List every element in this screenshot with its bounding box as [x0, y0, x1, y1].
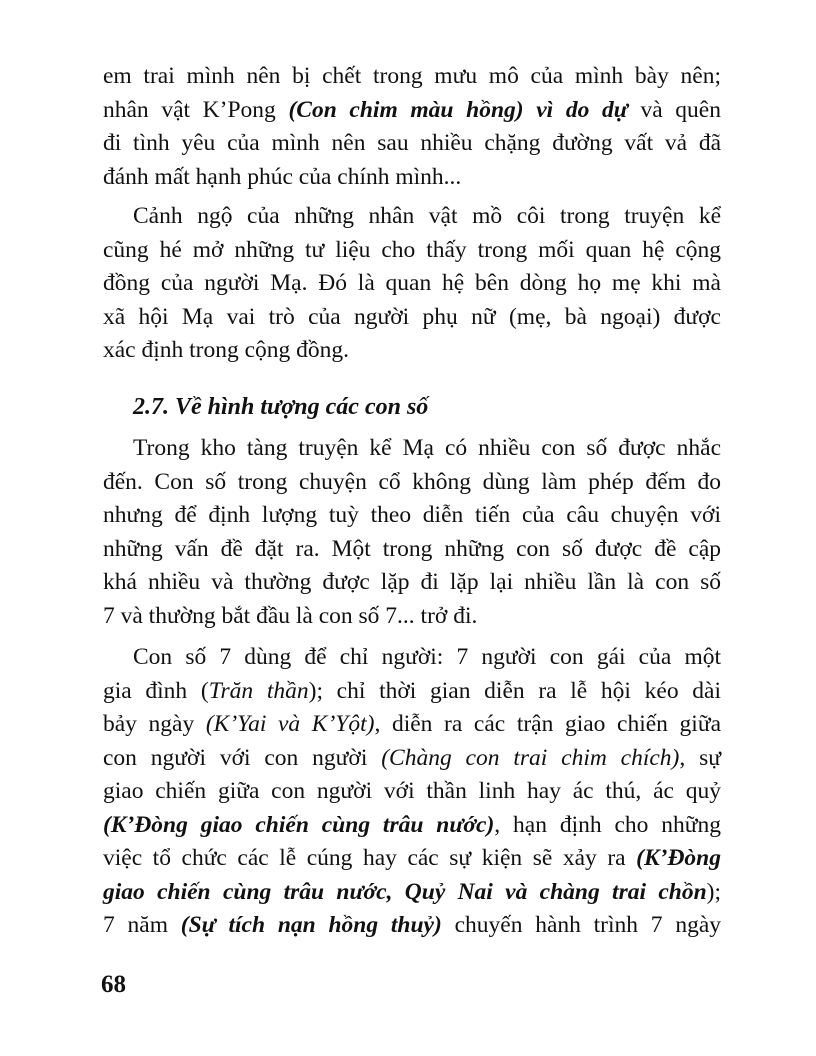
text-line: việc tổ chức các lễ cúng hay các sự kiện sẽ xảy ra (K’Đòng [103, 845, 721, 871]
text-line: đi tình yêu của mình nên sau nhiều chặng đường vất vả đã [103, 130, 721, 156]
story-title: (K’Yai và K’Yột) [205, 711, 375, 737]
text-line: 7 năm (Sự tích nạn hồng thuỷ) chuyến hành trình 7 ngày [103, 912, 721, 938]
text-line: em trai mình nên bị chết trong mưu mô của mình bày nên; [103, 63, 721, 89]
text-line: giao chiến cùng trâu nước, Quỷ Nai và chàng trai chồn); [103, 878, 721, 905]
text-line: (K’Đòng giao chiến cùng trâu nước), hạn định cho những [103, 811, 721, 838]
paragraph-1 [103, 60, 721, 194]
text-line: nhân vật K’Pong (Con chim màu hồng) vì do dự và quên [103, 96, 721, 123]
text-line: những vấn đề đặt ra. Một trong những con số được đề cập [103, 535, 721, 562]
text-line: 7 và thường bắt đầu là con số 7... trở đi. [103, 602, 478, 629]
paragraph-4 [103, 641, 721, 943]
text-line: nhưng để định lượng tuỳ theo diễn tiến của câu chuyện với [103, 502, 721, 528]
text-line: xác định trong cộng đồng. [103, 337, 350, 363]
story-title: giao chiến cùng trâu nước, Quỷ Nai và chàng trai chồn [103, 878, 707, 905]
story-title: (K’Đòng giao chiến cùng trâu nước) [103, 811, 495, 838]
story-title: (Con chim màu hồng) vì do dự [288, 96, 628, 123]
text-line: gia đình (Trăn thần); chỉ thời gian diễn ra lễ hội kéo dài [103, 677, 721, 704]
text-line: bảy ngày (K’Yai và K’Yột), diễn ra các trận giao chiến giữa [103, 711, 721, 737]
story-title: Trăn thần [208, 677, 309, 704]
text-line: Trong kho tàng truyện kể Mạ có nhiều con số được nhắc [133, 435, 721, 461]
text-line: Cảnh ngộ của những nhân vật mồ côi trong truyện kể [133, 203, 721, 229]
text-line: giao chiến giữa con người với thần linh hay ác thú, ác quỷ [103, 778, 721, 804]
text-line: con người với con người (Chàng con trai chim chích), sự [103, 744, 721, 771]
text-line: đồng của người Mạ. Đó là quan hệ bên dòng họ mẹ khi mà [103, 270, 721, 296]
text-line: xã hội Mạ vai trò của người phụ nữ (mẹ, bà ngoại) được [103, 303, 721, 330]
page-number: 68 [101, 971, 126, 998]
story-title: (K’Đòng [636, 845, 721, 871]
text-line: đánh mất hạnh phúc của chính mình... [103, 163, 462, 190]
story-title: (Chàng con trai chim chích) [381, 744, 680, 771]
text-line: cũng hé mở những tư liệu cho thấy trong mối quan hệ cộng [103, 236, 721, 263]
text-line: đến. Con số trong chuyện cổ không dùng làm phép đếm đo [103, 468, 721, 495]
text-line: khá nhiều và thường được lặp đi lặp lại nhiều lần là con số [103, 569, 721, 595]
text-line: Con số 7 dùng để chỉ người: 7 người con gái của một [133, 644, 721, 670]
section-heading: 2.7. Về hình tượng các con số [133, 394, 429, 420]
paragraph-3 [103, 432, 721, 633]
paragraph-2 [103, 200, 721, 368]
story-title: (Sự tích nạn hồng thuỷ) [180, 912, 442, 938]
